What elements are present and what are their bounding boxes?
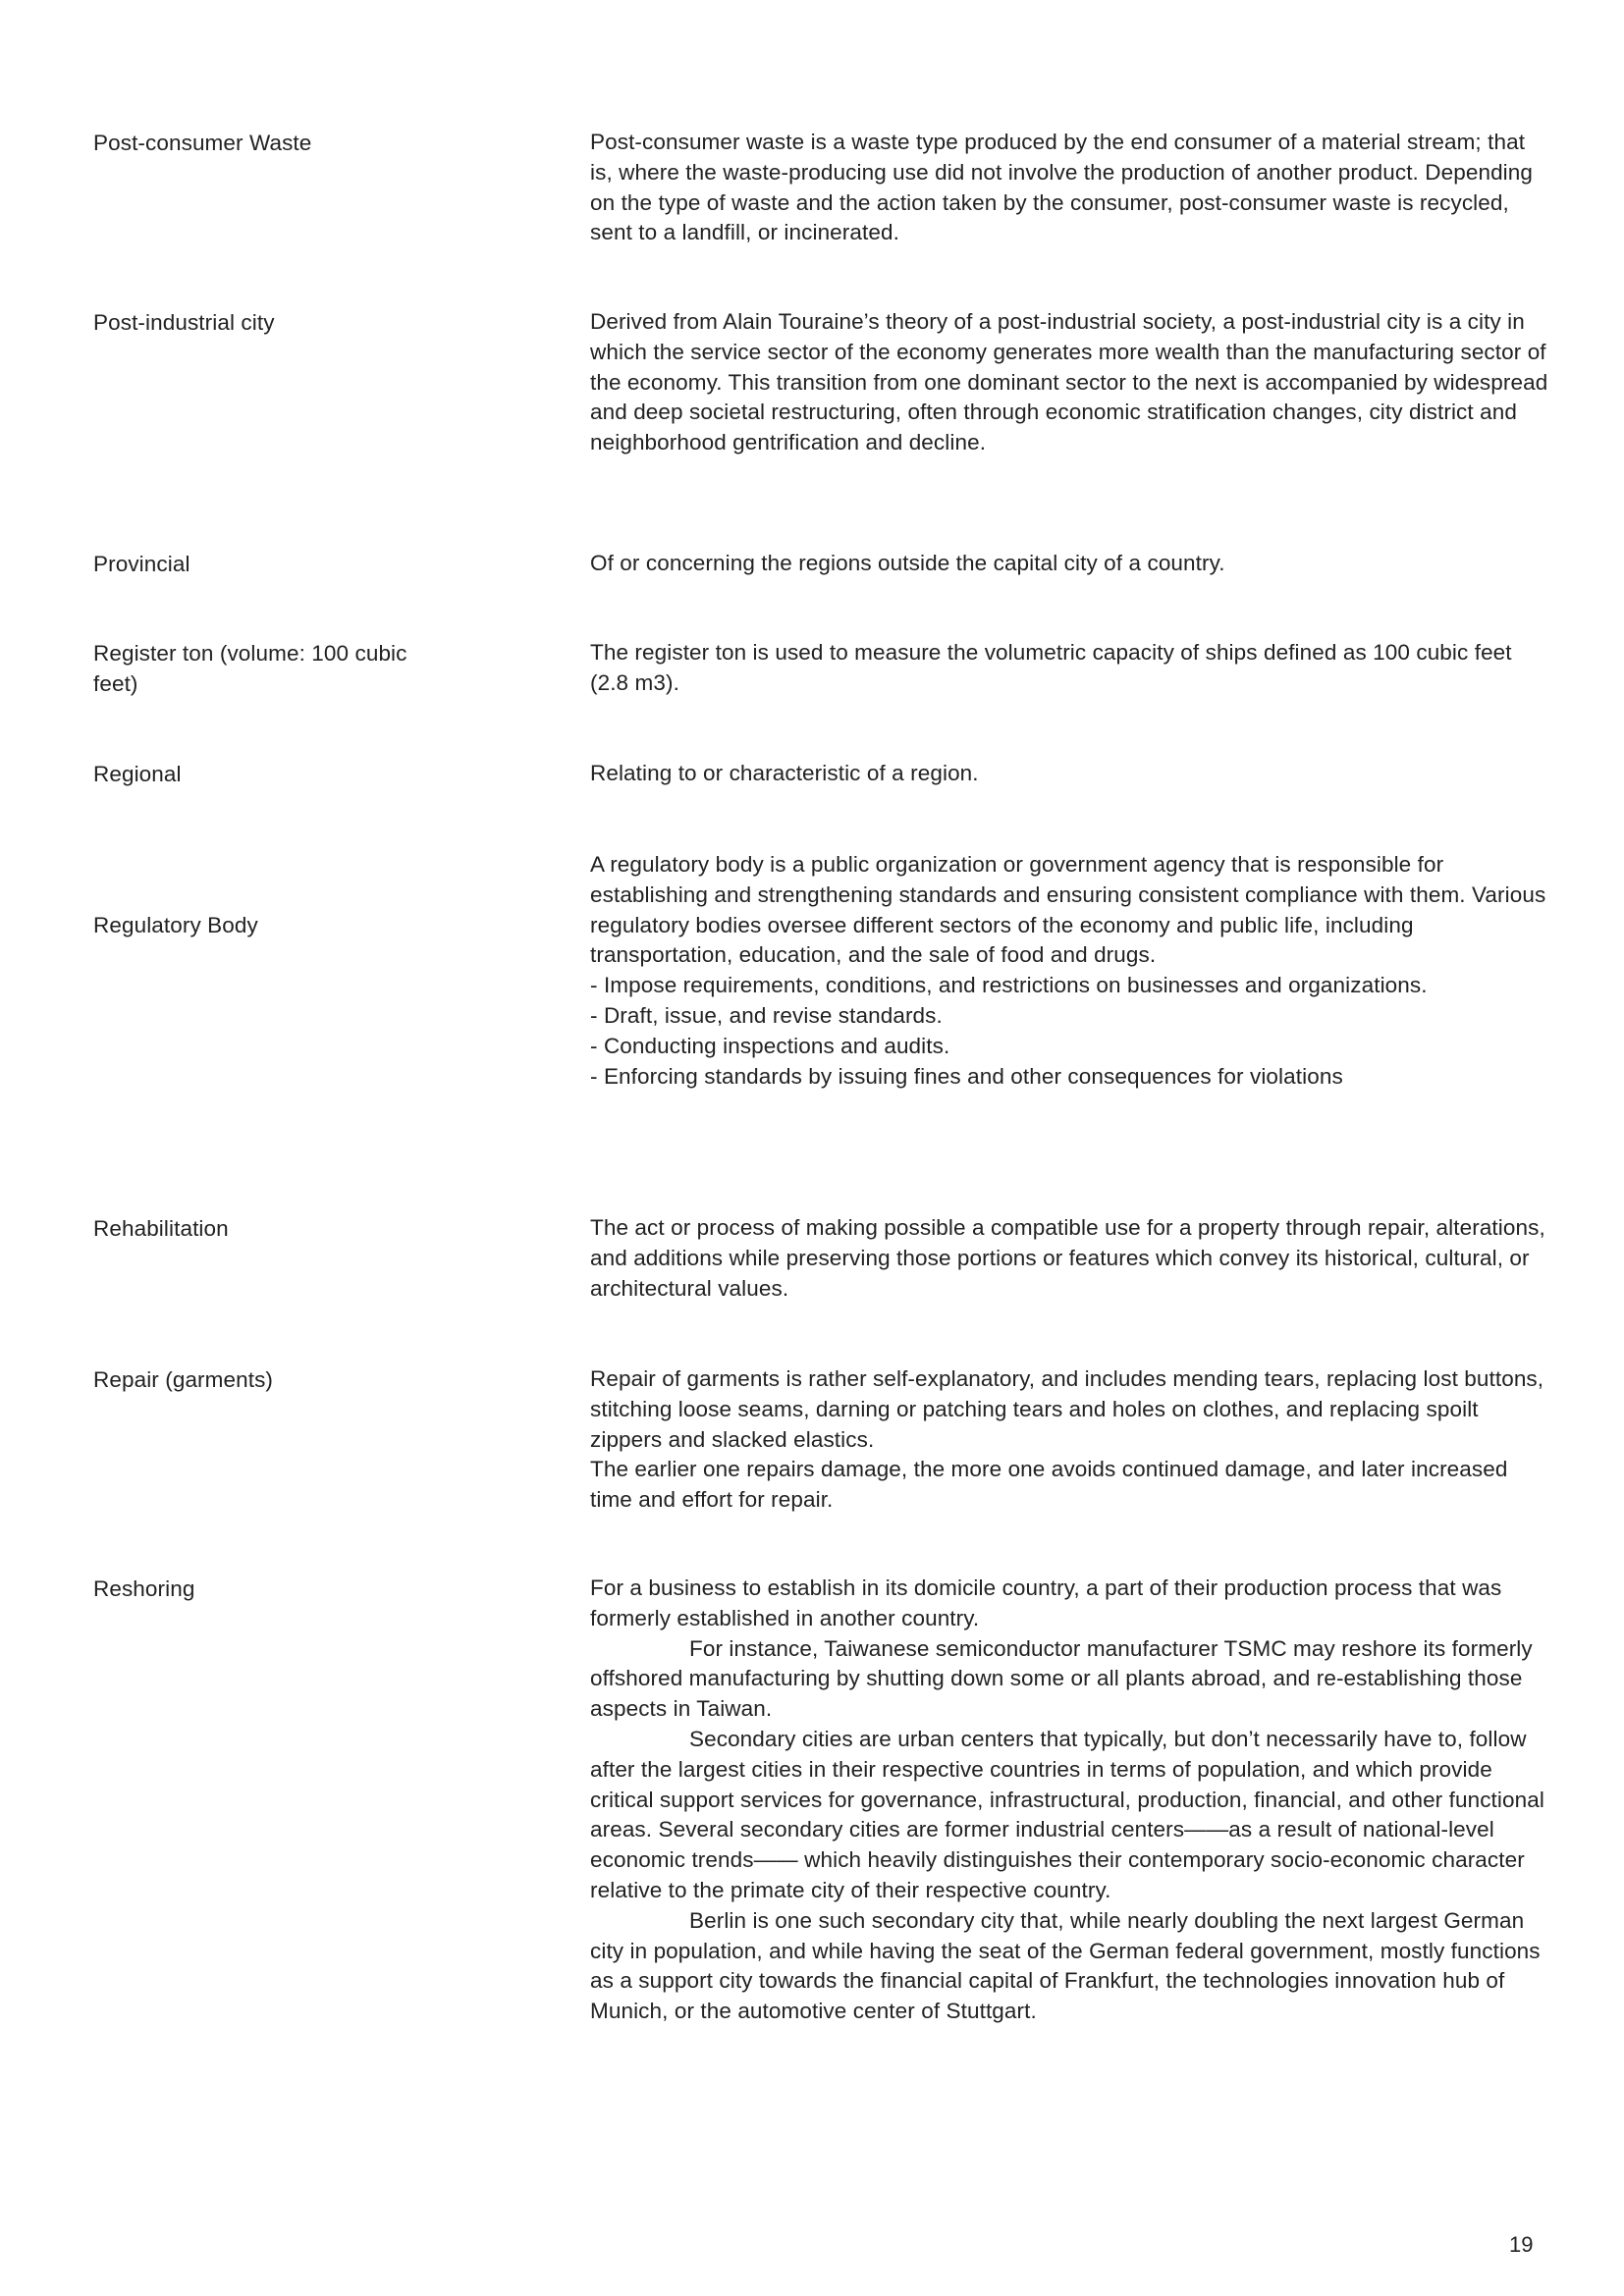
glossary-term: Register ton (volume: 100 cubic feet): [93, 641, 407, 696]
definition-paragraph: A regulatory body is a public organization or government agency that is responsible for establishing and strengthening standards and ensuring consistent compliance with them. Various regulatory bodies oversee different sectors of the economy and public life, including transportation, education, and the sale of food and drugs.: [590, 852, 1546, 968]
glossary-definition: [590, 549, 1552, 579]
glossary-definition: [590, 1364, 1552, 1516]
glossary-definition: [590, 1213, 1552, 1304]
glossary-definition: [590, 759, 1552, 789]
definition-paragraph: Of or concerning the regions outside the capital city of a country.: [590, 551, 1225, 575]
definition-bullet: - Conducting inspections and audits.: [590, 1033, 950, 1058]
definition-bullet: - Draft, issue, and revise standards.: [590, 1002, 943, 1028]
glossary-term: Regional: [93, 762, 182, 786]
glossary-term: Provincial: [93, 552, 190, 576]
definition-paragraph: Berlin is one such secondary city that, while nearly doubling the next largest German city in population, and while having the seat of the German federal government, mostly functions as a support city towards the financial capital of Frankfurt, the technologies innovation hub of Munich, or the automotive center of Stuttgart.: [590, 1907, 1541, 2024]
glossary-term: Post-consumer Waste: [93, 131, 312, 155]
definition-paragraph: For a business to establish in its domicile country, a part of their production process that was formerly established in another country.: [590, 1575, 1502, 1630]
definition-paragraph: Post-consumer waste is a waste type produced by the end consumer of a material stream; that is, where the waste-producing use did not involve the production of another product. Depending on the type of waste and the action taken by the consumer, post-consumer waste is recycled, sent to a landfill, or incinerated.: [590, 130, 1534, 245]
glossary-definition: [590, 1574, 1552, 2027]
definition-bullet: - Impose requirements, conditions, and restrictions on businesses and organizations.: [590, 973, 1428, 998]
glossary-term: Regulatory Body: [93, 913, 258, 937]
definition-bullet: - Enforcing standards by issuing fines and other consequences for violations: [590, 1063, 1343, 1089]
definition-paragraph: The earlier one repairs damage, the more one avoids continued damage, and later increased time and effort for repair.: [590, 1457, 1508, 1513]
page-number: 19: [1509, 2232, 1534, 2257]
definition-paragraph: Relating to or characteristic of a region.: [590, 761, 979, 785]
definition-paragraph: For instance, Taiwanese semiconductor manufacturer TSMC may reshore its formerly offshored manufacturing by shutting down some or all plants abroad, and re-establishing those aspects in Taiwan.: [590, 1635, 1533, 1722]
glossary-term: Post-industrial city: [93, 310, 275, 335]
glossary-term: Reshoring: [93, 1576, 195, 1601]
definition-paragraph: Secondary cities are urban centers that typically, but don’t necessarily have to, follow after the largest cities in their respective countries in terms of population, and which provide critical support services for governance, infrastructural, production, financial, and other functional areas. Several secondary cities are former industrial centers——as a result of national-level economic trends—— which heavily distinguishes their contemporary socio-economic character relative to the primate city of their respective country.: [590, 1726, 1544, 1902]
definition-paragraph: Repair of garments is rather self-explanatory, and includes mending tears, replacing lost buttons, stitching loose seams, darning or patching tears and holes on clothes, and replacing spoilt zippers and slacked elastics.: [590, 1366, 1544, 1452]
glossary-definition: [590, 307, 1552, 458]
definition-paragraph: The act or process of making possible a compatible use for a property through repair, alterations, and additions while preserving those portions or features which convey its historical, cultural, or architectural values.: [590, 1215, 1545, 1301]
definition-paragraph: Derived from Alain Touraine’s theory of a post-industrial society, a post-industrial city is a city in which the service sector of the economy generates more wealth than the manufacturing sector of the economy. This transition from one dominant sector to the next is accompanied by widespread and deep societal restructuring, often through economic stratification changes, city district and neighborhood gentrification and decline.: [590, 309, 1548, 455]
glossary-definition: [590, 850, 1552, 1092]
glossary-term: Repair (garments): [93, 1367, 274, 1392]
glossary-term: Rehabilitation: [93, 1216, 229, 1241]
definition-paragraph: The register ton is used to measure the volumetric capacity of ships defined as 100 cubic feet (2.8 m3).: [590, 640, 1512, 695]
glossary-definition: [590, 128, 1552, 248]
glossary-definition: [590, 638, 1552, 699]
